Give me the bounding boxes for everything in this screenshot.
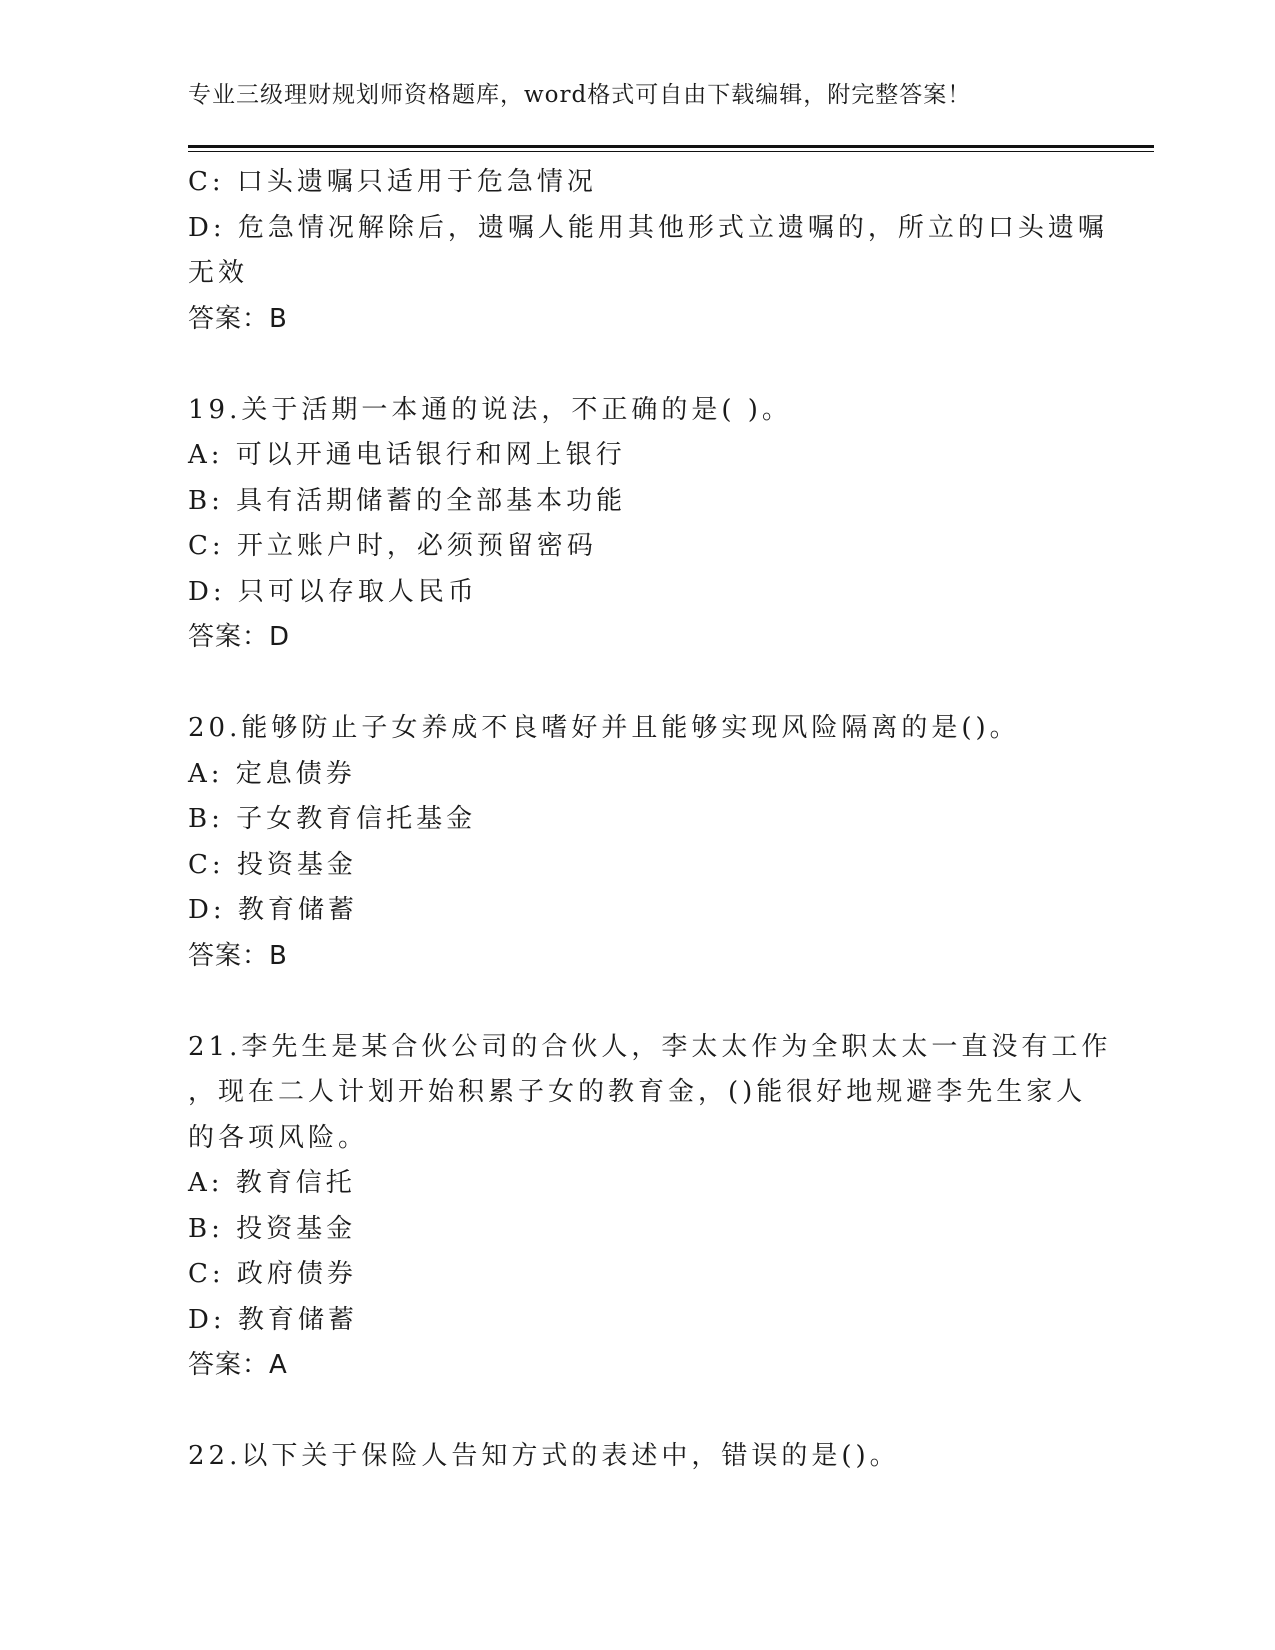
- question-22: [188, 1434, 1088, 1480]
- option-c: C: 口头遗嘱只适用于危急情况: [188, 167, 597, 197]
- option-c: C: 开立账户时，必须预留密码: [188, 531, 597, 561]
- option-d: D: 危急情况解除后，遗嘱人能用其他形式立遗嘱的，所立的口头遗嘱: [188, 212, 1108, 243]
- spacer: [188, 979, 1088, 1025]
- header-divider-thin: [188, 151, 1154, 152]
- question-18-tail: [188, 160, 1108, 342]
- spacer: [188, 661, 1088, 707]
- option-a: A: 定息债券: [188, 758, 356, 789]
- question-stem: 22.以下关于保险人告知方式的表述中，错误的是()。: [188, 1441, 900, 1471]
- question-stem: 21.李先生是某合伙公司的合伙人，李太太作为全职太太一直没有工作: [188, 1031, 1112, 1062]
- question-stem: 19.关于活期一本通的说法，不正确的是( )。: [188, 394, 792, 425]
- answer: 答案：B: [188, 303, 288, 334]
- option-b: B: 投资基金: [188, 1213, 357, 1244]
- spacer: [188, 1389, 1088, 1435]
- option-c: C: 投资基金: [188, 849, 357, 880]
- question-stem-continued: ，现在二人计划开始积累子女的教育金，()能很好地规避李先生家人: [188, 1077, 1087, 1107]
- question-20: [188, 706, 1088, 979]
- option-b: B: 具有活期储蓄的全部基本功能: [188, 485, 627, 516]
- option-d-continued: 无效: [188, 258, 249, 288]
- question-21: [188, 1025, 1112, 1389]
- question-list: [188, 160, 1112, 1480]
- page-header: 专业三级理财规划师资格题库，word格式可自由下载编辑，附完整答案！: [188, 82, 972, 108]
- answer: 答案：B: [188, 940, 288, 971]
- option-d: D: 只可以存取人民币: [188, 576, 478, 607]
- option-a: A: 教育信托: [188, 1168, 356, 1198]
- spacer: [188, 342, 1088, 388]
- answer: 答案：D: [188, 622, 291, 652]
- option-a: A: 可以开通电话银行和网上银行: [188, 440, 626, 470]
- answer: 答案：A: [188, 1350, 288, 1380]
- option-d: D: 教育储蓄: [188, 895, 358, 925]
- header-divider-thick: [188, 145, 1154, 148]
- option-d: D: 教育储蓄: [188, 1304, 358, 1335]
- question-stem: 20.能够防止子女养成不良嗜好并且能够实现风险隔离的是()。: [188, 713, 1020, 743]
- option-b: B: 子女教育信托基金: [188, 804, 477, 834]
- question-19: [188, 388, 1088, 661]
- option-c: C: 政府债券: [188, 1259, 357, 1289]
- question-stem-continued: 的各项风险。: [188, 1122, 369, 1153]
